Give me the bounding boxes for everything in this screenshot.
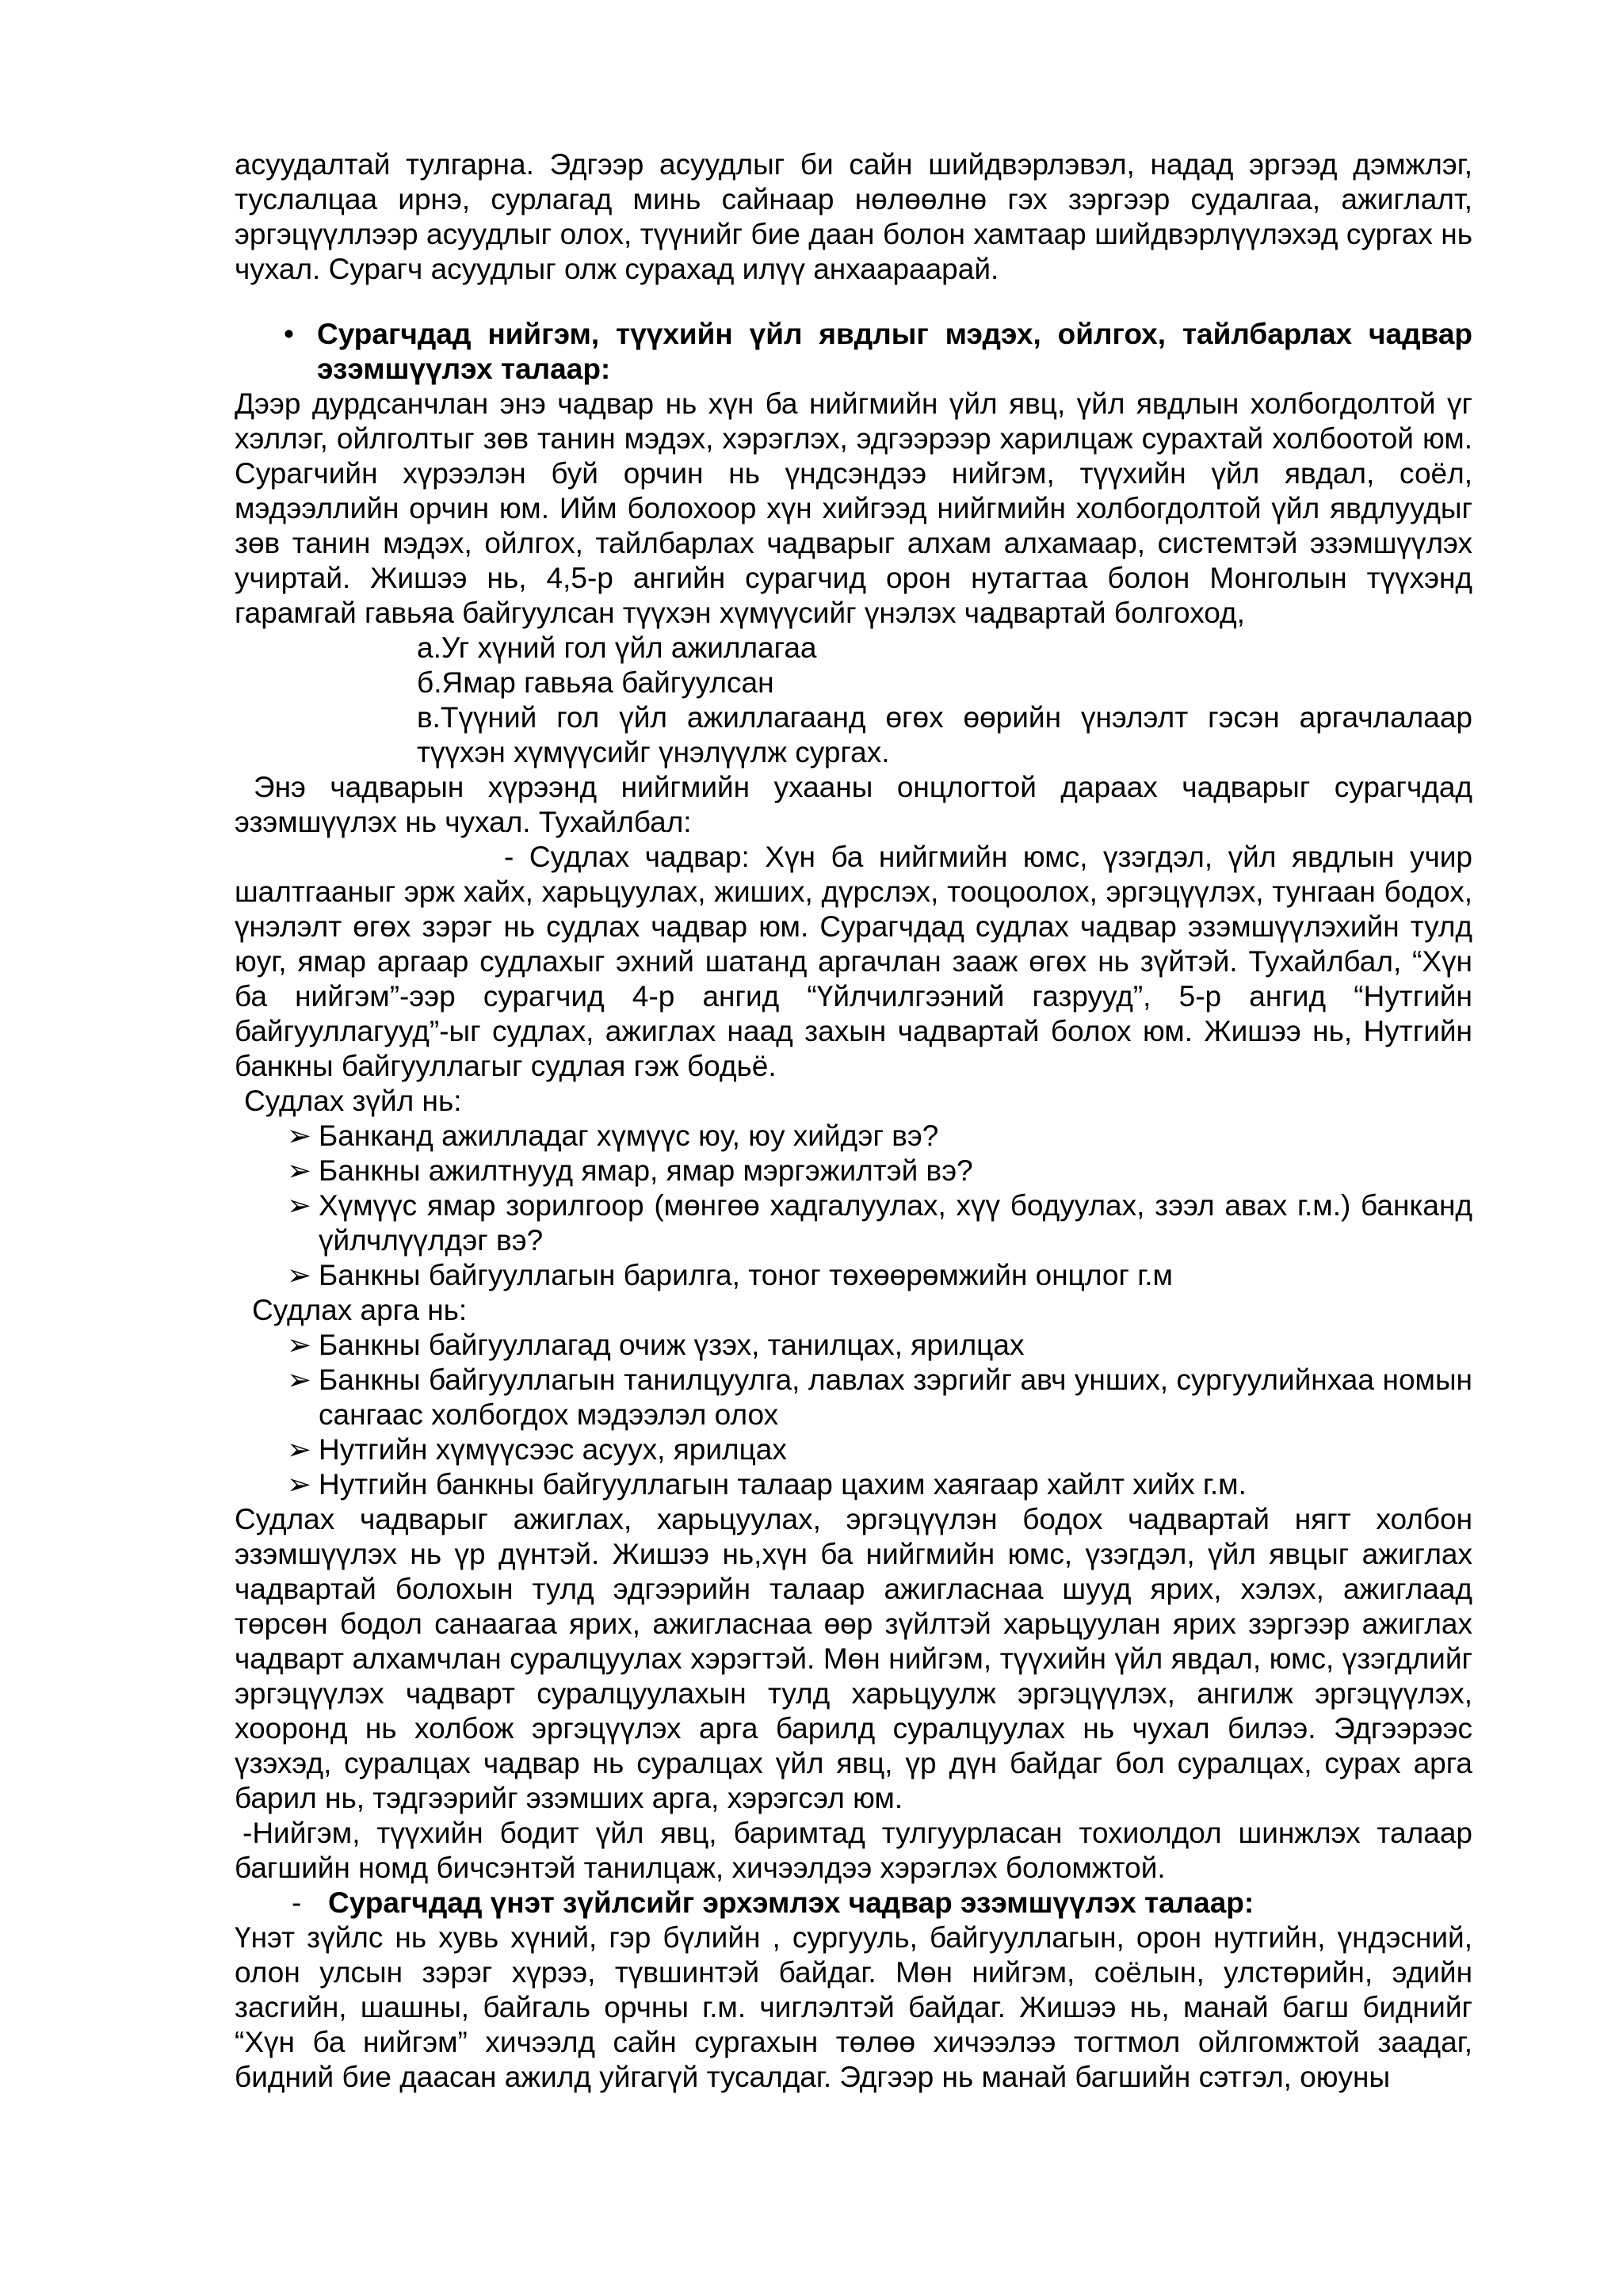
method-item-text: Банкны байгууллагад очиж үзэх, танилцах, ярилцах [319, 1329, 1025, 1361]
method-item [287, 1432, 1472, 1467]
intro-paragraph: асуудалтай тулгарна. Эдгээр асуудлыг би сайн шийдвэрлэвэл, надад эргээд дэмжлэг, туслалцаа ирнэ, сурлагад минь сайнаар нөлөөлнө гэх зэргээр судалгаа, ажиглалт, эргэцүүллээр асуудлыг олох, түүнийг бие даан болон хамтаар шийдвэрлүүлэхэд сургах нь чухал. Сурагч асуудлыг олж сурахад илүү анхаараарай. [235, 148, 1472, 285]
section2-paragraph: Үнэт зүйлс нь хувь хүний, гэр бүлийн , сургууль, байгууллагын, орон нутгийн, үндэсний, олон улсын зэрэг хүрээ, түвшинтэй байдаг. Мөн нийгэм, соёлын, улстөрийн, эдийн засгийн, шашны, байгаль орчны г.м. чиглэлтэй байдаг. Жишээ нь, манай багш биднийг “Хүн ба нийгэм” хичээлд сайн сургахын төлөө хичээлээ тогтмол ойлгомжтой заадаг, бидний бие даасан ажилд уйгагүй тусалдаг. Эдгээр нь манай багшийн сэтгэл, оюуны [235, 1921, 1472, 2093]
subject-item [287, 1188, 1472, 1258]
subject-item-text: Хүмүүс ямар зорилгоор (мөнгөө хадгалуулах, хүү бодуулах, зээл авах г.м.) банканд үйлчлүүлдэг вэ? [319, 1189, 1472, 1257]
arrow-bullet-icon: ➢ [287, 1189, 312, 1222]
subject-item-text: Банканд ажилладаг хүмүүс юу, юу хийдэг вэ? [319, 1119, 939, 1152]
abc-item-a: а.Уг хүний гол үйл ажиллагаа [417, 631, 817, 664]
section2-heading [235, 1886, 1472, 1920]
arrow-bullet-icon: ➢ [287, 1119, 312, 1152]
section1-heading-text: Сурагчдад нийгэм, түүхийн үйл явдлыг мэдэх, ойлгох, тайлбарлах чадвар эзэмшүүлэх талаар: [317, 318, 1472, 385]
arrow-bullet-icon: ➢ [287, 1154, 312, 1187]
case-study-paragraph: -Нийгэм, түүхийн бодит үйл явц, баримтад тулгуурласан тохиолдол шинжлэх талаар багшийн номд бичсэнтэй танилцаж, хичээлдээ хэрэглэх боломжтой. [235, 1817, 1472, 1884]
dash-bullet-icon: - [292, 1886, 302, 1919]
abc-item-b: б.Ямар гавьяа байгуулсан [417, 666, 774, 699]
arrow-bullet-icon: ➢ [287, 1259, 312, 1291]
subjects-label: Судлах зүйл нь: [244, 1085, 462, 1117]
arrow-bullet-icon: ➢ [287, 1329, 312, 1361]
arrow-bullet-icon: ➢ [287, 1468, 312, 1501]
research-skill-paragraph: - Судлах чадвар: Хүн ба нийгмийн юмс, үзэгдэл, үйл явдлын учир шалтгааныг эрж хайх, харьцуулах, жиших, дүрслэх, тооцоолох, эргэцүүлэх, тунгаан бодох, үнэлэлт өгөх зэрэг нь судлах чадвар юм. Сурагчдад судлах чадвар эзэмшүүлэхийн тулд юуг, ямар аргаар судлахыг эхний шатанд аргачлан зааж өгөх нь зүйтэй. Тухайлбал, “Хүн ба нийгэм”-ээр сурагчид 4-р ангид “Үйлчилгээний газрууд”, 5-р ангид “Нутгийн байгууллагууд”-ыг судлах, ажиглах наад захын чадвартай болох юм. Жишээ нь, Нутгийн банкны байгууллагыг судлая гэж бодьё. [235, 841, 1472, 1082]
section1-heading [235, 317, 1472, 387]
method-item-text: Банкны байгууллагын танилцуулга, лавлах зэргийг авч унших, сургуулийнхаа номын сангаас холбогдох мэдээлэл олох [319, 1363, 1472, 1431]
method-item [287, 1467, 1472, 1502]
method-item-text: Нутгийн банкны байгууллагын талаар цахим хаягаар хайлт хийх г.м. [319, 1468, 1247, 1501]
bullet-icon: • [284, 318, 294, 350]
method-item-text: Нутгийн хүмүүсээс асуух, ярилцах [319, 1433, 787, 1466]
subject-item-text: Банкны байгууллагын барилга, тоног төхөөрөмжийн онцлог г.м [319, 1259, 1173, 1291]
method-item [287, 1328, 1472, 1363]
paragraph-spacer [235, 287, 1472, 317]
skills-intro-paragraph: Энэ чадварын хүрээнд нийгмийн ухааны онцлогтой дараах чадварыг сурагчдад эзэмшүүлэх нь чухал. Тухайлбал: [235, 771, 1472, 838]
document-page [235, 147, 1472, 2095]
observation-paragraph: Судлах чадварыг ажиглах, харьцуулах, эргэцүүлэн бодох чадвартай нягт холбон эзэмшүүлэх нь үр дүнтэй. Жишээ нь,хүн ба нийгмийн юмс, үзэгдэл, үйл явцыг ажиглах чадвартай болохын тулд эдгээрийн талаар ажигласнаа шууд ярих, хэлэх, ажиглаад төрсөн бодол санаагаа ярих, ажигласнаа өөр зүйлтэй харьцуулан ярих зэргээр ажиглах чадварт алхамчлан суралцуулах хэрэгтэй. Мөн нийгэм, түүхийн үйл явдал, юмс, үзэгдлийг эргэцүүлэх чадварт суралцуулахын тулд харьцуулж эргэцүүлэх, ангилж эргэцүүлэх, хооронд нь холбож эргэцүүлэх арга барилд суралцуулах нь чухал билээ. Эдгээрээс үзэхэд, суралцах чадвар нь суралцах үйл явц, үр дүн байдаг бол суралцах, сурах арга барил нь, тэдгээрийг эзэмших арга, хэрэгсэл юм. [235, 1503, 1472, 1814]
arrow-bullet-icon: ➢ [287, 1363, 312, 1396]
subject-item-text: Банкны ажилтнууд ямар, ямар мэргэжилтэй вэ? [319, 1154, 973, 1187]
subject-item [287, 1154, 1472, 1188]
subject-item [287, 1258, 1472, 1293]
methods-label: Судлах арга нь: [252, 1294, 468, 1326]
method-item [287, 1363, 1472, 1432]
section1-paragraph: Дээр дурдсанчлан энэ чадвар нь хүн ба нийгмийн үйл явц, үйл явдлын холбогдолтой үг хэллэг, ойлголтыг зөв танин мэдэх, хэрэглэх, эдгээрээр харилцаж сурахтай холбоотой юм. Сурагчийн хүрээлэн буй орчин нь үндсэндээ нийгэм, түүхийн үйл явдал, соёл, мэдээллийн орчин юм. Ийм болохоор хүн хийгээд нийгмийн холбогдолтой үйл явдлуудыг зөв танин мэдэх, ойлгох, тайлбарлах чадварыг алхам алхамаар, системтэй эзэмшүүлэх учиртай. Жишээ нь, 4,5-р ангийн сурагчид орон нутагтаа болон Монголын түүхэнд гарамгай гавьяа байгуулсан түүхэн хүмүүсийг үнэлэх чадвартай болгоход, [235, 387, 1472, 629]
section2-heading-text: Сурагчдад үнэт зүйлсийг эрхэмлэх чадвар эзэмшүүлэх талаар: [328, 1886, 1254, 1919]
subject-item [287, 1119, 1472, 1154]
arrow-bullet-icon: ➢ [287, 1433, 312, 1466]
abc-item-c: в.Түүний гол үйл ажиллагаанд өгөх өөрийн үнэлэлт гэсэн аргачлалаар түүхэн хүмүүсийг үнэлүүлж сургах. [417, 701, 1472, 769]
